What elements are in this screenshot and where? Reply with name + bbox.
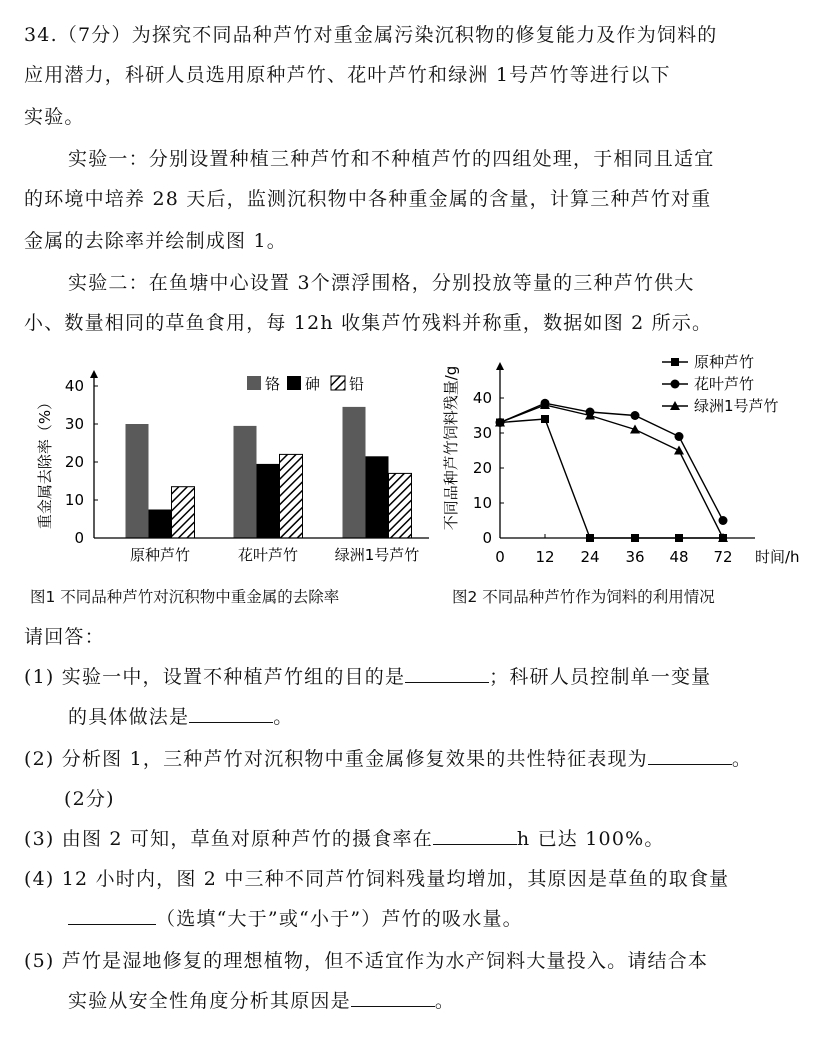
question-1-line-1 — [24, 664, 711, 690]
q3-text-a: (3) 由图 2 可知，草鱼对原种芦竹的摄食率在 — [24, 828, 433, 850]
legend-swatch-砷 — [287, 376, 301, 390]
y-tick-label: 20 — [472, 459, 492, 477]
x-tick-label: 0 — [495, 548, 505, 566]
figure-2-caption: 图2 不同品种芦竹作为饲料的利用情况 — [452, 588, 715, 606]
series-line-原种芦竹 — [500, 419, 723, 538]
q5-answer-blank[interactable] — [351, 988, 435, 1007]
data-point-原种芦竹 — [675, 534, 683, 542]
data-point-原种芦竹 — [541, 415, 549, 423]
figure-1-caption: 图1 不同品种芦竹对沉积物中重金属的去除率 — [30, 588, 340, 606]
exp1-line-3: 金属的去除率并绘制成图 1。 — [24, 230, 287, 252]
data-point-绿洲1号芦竹 — [674, 446, 684, 455]
y-axis-arrow — [496, 362, 504, 370]
series-line-花叶芦竹 — [500, 403, 723, 520]
x-axis-label: 时间/h — [755, 548, 800, 566]
bar-铅 — [172, 487, 195, 538]
y-tick-label: 40 — [64, 377, 84, 395]
legend-swatch-铬 — [247, 376, 261, 390]
x-tick-label: 36 — [625, 548, 645, 566]
exp1-line-2: 的环境中培养 28 天后，监测沉积物中各种重金属的含量，计算三种芦竹对重 — [24, 188, 712, 210]
y-tick-label: 30 — [64, 415, 84, 433]
y-tick-label: 30 — [472, 424, 492, 442]
intro-line-1: 34.（7分）为探究不同品种芦竹对重金属污染沉积物的修复能力及作为饲料的 — [24, 24, 718, 46]
q4-answer-blank[interactable] — [68, 906, 156, 925]
exp2-line-1: 实验二：在鱼塘中心设置 3个漂浮围格，分别投放等量的三种芦竹供大 — [68, 272, 695, 294]
exp1-line-1: 实验一：分别设置种植三种芦竹和不种植芦竹的四组处理，于相同且适宜 — [68, 148, 715, 170]
q3-answer-blank[interactable] — [433, 826, 517, 845]
q1-text-a: (1) 实验一中，设置不种植芦竹组的目的是 — [24, 666, 406, 688]
q5-text-b: 实验从安全性角度分析其原因是 — [68, 990, 351, 1012]
q1-answer-blank-1[interactable] — [405, 664, 489, 683]
data-point-花叶芦竹 — [631, 411, 640, 420]
figure-1-bar-chart — [24, 352, 434, 580]
data-point-花叶芦竹 — [675, 432, 684, 441]
x-category-label: 花叶芦竹 — [237, 546, 299, 564]
question-3 — [24, 826, 665, 852]
q2-answer-blank[interactable] — [648, 746, 732, 765]
bar-铬 — [343, 407, 366, 538]
x-tick-label: 48 — [669, 548, 689, 566]
y-axis-label: 不同品种芦竹饲料残量/g — [442, 365, 460, 531]
question-1-line-2 — [68, 704, 293, 730]
q2-text-b: 。 — [731, 748, 753, 770]
y-tick-label: 10 — [472, 494, 492, 512]
bar-砷 — [257, 464, 280, 538]
bar-铬 — [126, 424, 149, 538]
bar-砷 — [149, 510, 172, 539]
data-point-原种芦竹 — [586, 534, 594, 542]
answer-prompt: 请回答： — [24, 626, 105, 648]
question-5-line-1: (5) 芦竹是湿地修复的理想植物，但不适宜作为水产饲料大量投入。请结合本 — [24, 950, 709, 972]
y-tick-label: 0 — [482, 529, 492, 547]
bar-铅 — [389, 473, 412, 538]
legend-label-原种芦竹: 原种芦竹 — [694, 353, 755, 371]
y-tick-label: 40 — [472, 389, 492, 407]
q1-text-b: ；科研人员控制单一变量 — [489, 666, 712, 688]
question-4-line-1: (4) 12 小时内，图 2 中三种不同芦竹饲料残量均增加，其原因是草鱼的取食量 — [24, 868, 730, 890]
series-line-绿洲1号芦竹 — [500, 405, 723, 538]
q1-text-d: 。 — [273, 706, 294, 728]
x-category-label: 原种芦竹 — [129, 546, 191, 564]
legend-swatch-铅 — [331, 376, 345, 390]
legend-label-花叶芦竹: 花叶芦竹 — [694, 375, 755, 393]
question-5-line-2 — [68, 988, 455, 1014]
y-tick-label: 0 — [74, 529, 84, 547]
x-tick-label: 24 — [580, 548, 600, 566]
legend-marker-原种芦竹 — [671, 358, 679, 366]
y-axis-label: 重金属去除率（%） — [36, 394, 54, 530]
question-4-line-2 — [68, 906, 523, 932]
intro-line-3: 实验。 — [24, 106, 85, 128]
data-point-花叶芦竹 — [719, 516, 728, 525]
intro-line-2: 应用潜力，科研人员选用原种芦竹、花叶芦竹和绿洲 1号芦竹等进行以下 — [24, 64, 671, 86]
q5-text-c: 。 — [434, 990, 456, 1012]
question-2-line-1 — [24, 746, 752, 772]
legend-label-砷: 砷 — [305, 375, 321, 393]
q3-text-b: h 已达 100%。 — [516, 828, 665, 850]
x-category-label: 绿洲1号芦竹 — [334, 546, 420, 564]
bar-砷 — [366, 456, 389, 538]
legend-label-铅: 铅 — [349, 375, 365, 393]
y-tick-label: 20 — [64, 453, 84, 471]
bar-铅 — [280, 454, 303, 538]
x-tick-label: 12 — [535, 548, 555, 566]
q4-text-b: （选填“大于”或“小于”）芦竹的吸水量。 — [156, 908, 523, 930]
bar-铬 — [234, 426, 257, 538]
q1-text-c: 的具体做法是 — [68, 706, 190, 728]
y-axis-arrow — [90, 370, 98, 378]
figure-2-line-chart — [440, 348, 820, 580]
legend-label-铬: 铬 — [265, 375, 281, 393]
question-2-points: (2分) — [64, 788, 115, 810]
q2-text-a: (2) 分析图 1，三种芦竹对沉积物中重金属修复效果的共性特征表现为 — [24, 748, 648, 770]
exp2-line-2: 小、数量相同的草鱼食用，每 12h 收集芦竹残料并称重，数据如图 2 所示。 — [24, 312, 713, 334]
x-tick-label: 72 — [713, 548, 733, 566]
legend-label-绿洲1号芦竹: 绿洲1号芦竹 — [694, 397, 779, 415]
q1-answer-blank-2[interactable] — [189, 704, 273, 723]
y-tick-label: 10 — [64, 491, 84, 509]
legend-marker-花叶芦竹 — [671, 380, 680, 389]
data-point-原种芦竹 — [631, 534, 639, 542]
